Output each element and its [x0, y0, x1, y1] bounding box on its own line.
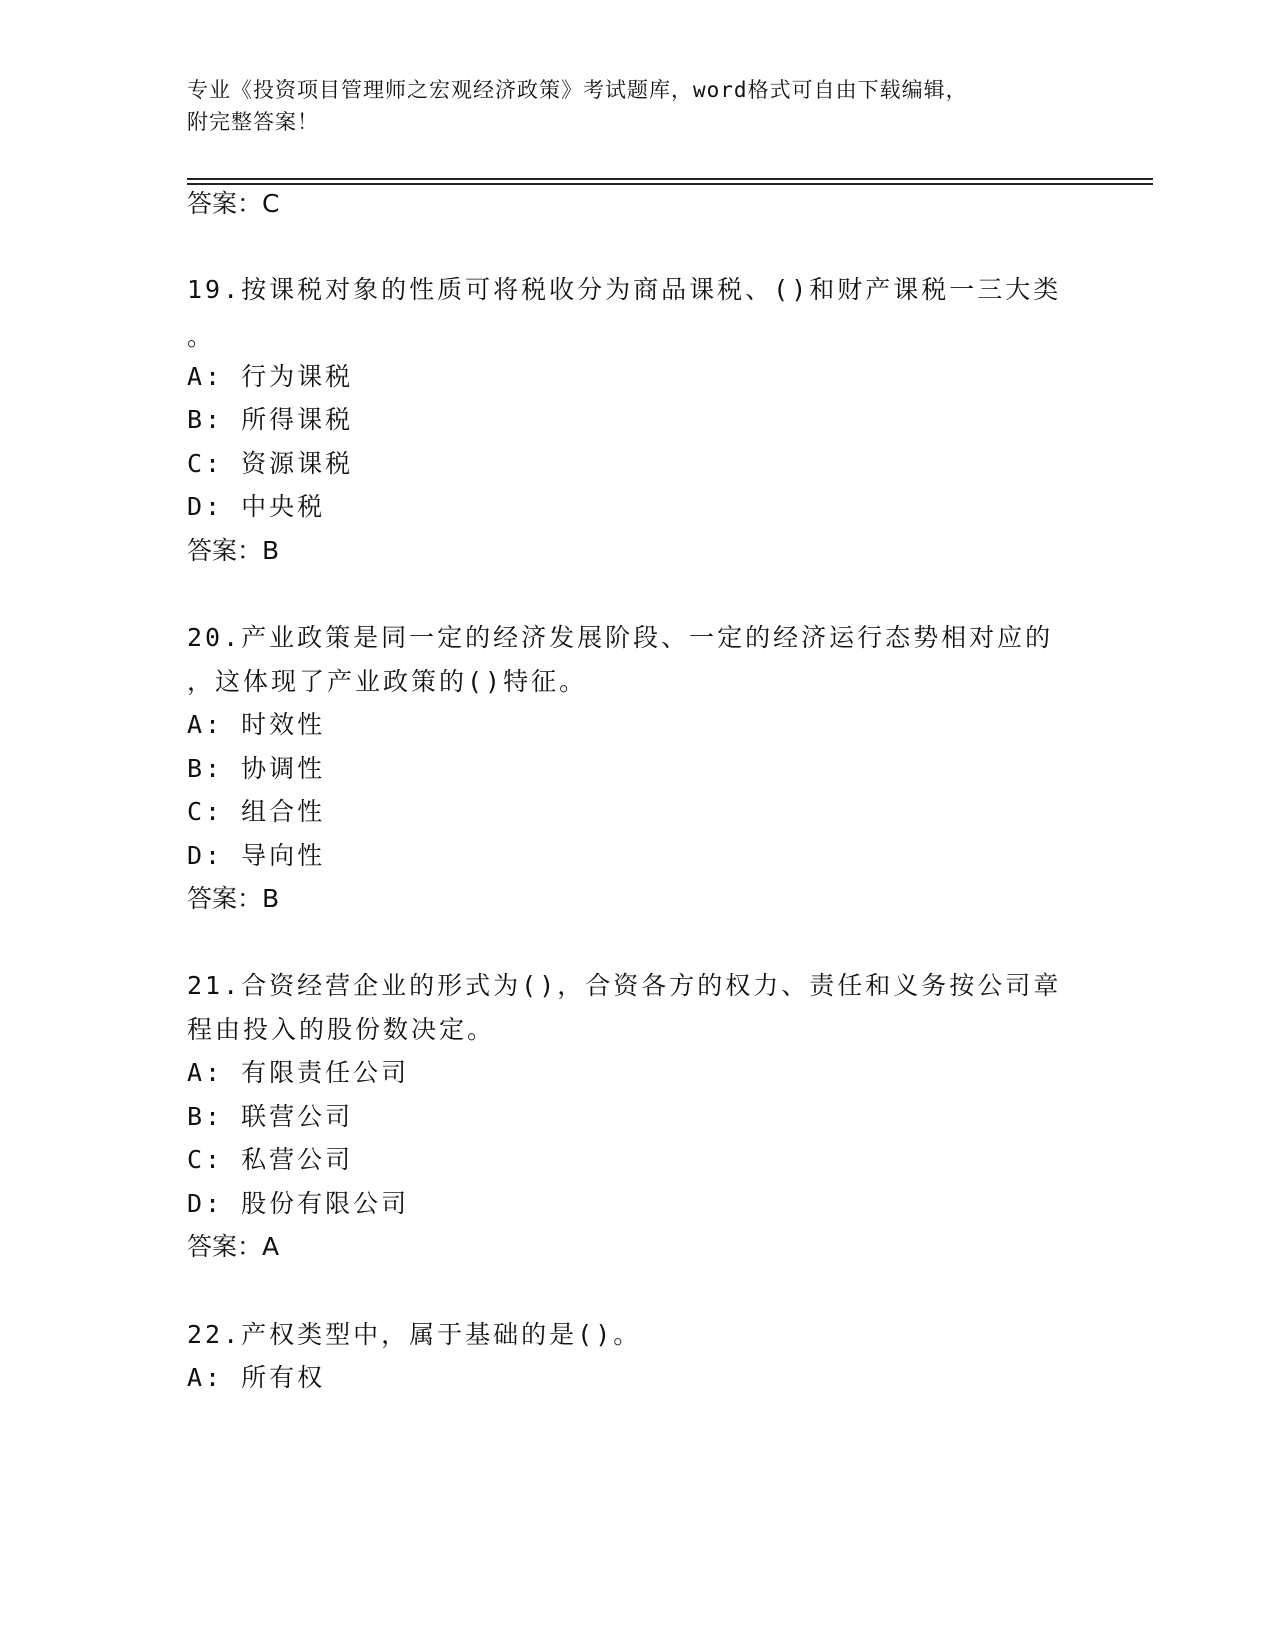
intro-line-1: 专业《投资项目管理师之宏观经济政策》考试题库，word格式可自由下载编辑，: [187, 78, 968, 102]
question-19-option-a: A: 行为课税: [187, 362, 354, 391]
prev-answer: 答案：C: [187, 189, 280, 218]
question-20-option-a: A: 时效性: [187, 710, 326, 739]
question-19-answer: 答案：B: [187, 536, 280, 565]
question-19-option-c: C: 资源课税: [187, 449, 354, 478]
question-20-answer: 答案：B: [187, 884, 280, 913]
intro-line-2: 附完整答案！: [187, 110, 319, 134]
question-21-text-line1: 21.合资经营企业的形式为()，合资各方的权力、责任和义务按公司章: [187, 971, 1062, 1000]
header-divider-top: [187, 178, 1153, 180]
question-19-text-line1: 19.按课税对象的性质可将税收分为商品课税、()和财产课税一三大类: [187, 275, 1062, 304]
question-20-option-b: B: 协调性: [187, 754, 326, 783]
question-21-option-c: C: 私营公司: [187, 1145, 354, 1174]
question-22-text-line1: 22.产权类型中，属于基础的是()。: [187, 1320, 642, 1349]
question-19-text-line2: 。: [187, 322, 216, 351]
question-21-text-line2: 程由投入的股份数决定。: [187, 1015, 496, 1044]
header-divider-bottom: [187, 183, 1153, 185]
question-22-option-a: A: 所有权: [187, 1363, 326, 1392]
question-21-option-b: B: 联营公司: [187, 1102, 354, 1131]
question-20-option-c: C: 组合性: [187, 797, 326, 826]
question-20-option-d: D: 导向性: [187, 841, 326, 870]
question-19-option-d: D: 中央税: [187, 492, 326, 521]
question-20-text-line2: ，这体现了产业政策的()特征。: [187, 667, 588, 696]
question-21-option-a: A: 有限责任公司: [187, 1058, 410, 1087]
question-19-option-b: B: 所得课税: [187, 405, 354, 434]
question-21-answer: 答案：A: [187, 1232, 280, 1261]
document-header: [187, 74, 1067, 138]
question-21-option-d: D: 股份有限公司: [187, 1189, 410, 1218]
question-20-text-line1: 20.产业政策是同一定的经济发展阶段、一定的经济运行态势相对应的: [187, 623, 1054, 652]
